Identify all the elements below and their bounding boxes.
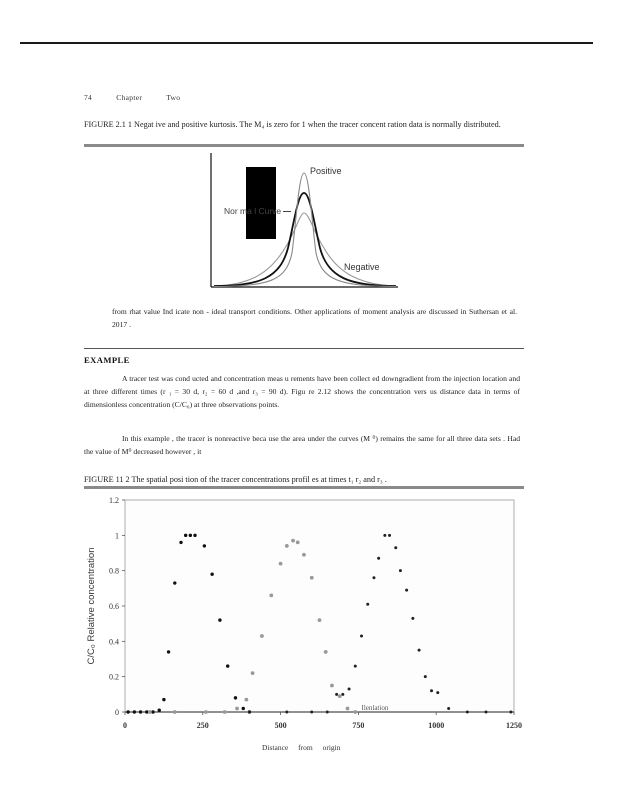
y-tick-label: 0: [115, 708, 119, 717]
data-point-t3: [509, 711, 512, 714]
data-point-t2: [346, 707, 350, 711]
data-point-t3: [383, 534, 386, 537]
data-point-t1: [226, 664, 229, 667]
data-point-t3: [366, 603, 369, 606]
data-point-t3: [447, 707, 450, 710]
data-point-t3: [348, 688, 351, 691]
paragraph-moment-analysis: from rhat value Ind icate non - ideal transport conditions. Other applications of moment analysis are discussed in Suthersan et al. 2017 .: [112, 307, 517, 329]
example-paragraph-1: A tracer test was cond ucted and concentration meas u rements have been collect ed downgradient from the injection location and at three different times (r ₁ = 30 d, r₂ = 60 d ,and r₃ = 90 d). Figu re 2.12 shows the concentration vers us distance data in terms of dimensionless concentration (C/C₀) at three observations points.: [84, 374, 520, 409]
data-point-t1: [126, 710, 129, 713]
figure-2-caption: FIGURE 11 2 The spatial posi tion of the tracer concentrations profil es at times t₁ r₂ and r₃ .: [84, 475, 387, 484]
plot-frame: [125, 500, 514, 712]
data-point-t3: [405, 589, 408, 592]
data-point-t1: [203, 544, 206, 547]
running-head: [84, 93, 202, 102]
data-point-t1: [179, 541, 182, 544]
data-point-t3: [430, 689, 433, 692]
data-point-t3: [466, 711, 469, 714]
data-point-t2: [318, 618, 322, 622]
figure-1-rule: [84, 144, 524, 147]
data-point-t1: [145, 710, 148, 713]
data-point-t2: [302, 553, 306, 557]
data-point-t1: [193, 534, 196, 537]
x-tick-label: 750: [352, 721, 365, 730]
page-number: 74: [84, 93, 93, 102]
data-point-t3: [411, 617, 414, 620]
data-point-t2: [173, 710, 177, 714]
data-point-t1: [218, 618, 221, 621]
y-tick-label: 1.2: [109, 496, 119, 505]
data-point-t1: [139, 710, 142, 713]
negative-label: Negative: [344, 262, 380, 272]
example-paragraph-2: In this example , the tracer is nonreactive beca use the area under the curves (M ⁰) remains the same for all three data sets . Had the value of M⁰ decreased however , it: [84, 434, 520, 456]
y-tick-label: 1: [115, 531, 119, 541]
x-tick-label: 500: [274, 721, 287, 730]
data-point-t1: [162, 698, 165, 701]
data-point-t1: [210, 573, 213, 576]
data-point-t1: [234, 696, 237, 699]
data-point-t3: [399, 569, 402, 572]
data-point-t3: [285, 711, 288, 714]
x-tick-label: 0: [123, 721, 127, 730]
data-point-t3: [248, 711, 251, 714]
data-point-t1: [151, 710, 154, 713]
data-point-t3: [424, 675, 427, 678]
data-point-t2: [285, 544, 289, 548]
data-point-t2: [330, 684, 334, 688]
data-point-t3: [372, 576, 375, 579]
chapter-label: Chapter: [116, 93, 143, 102]
y-tick-label: 0.6: [109, 602, 119, 611]
data-point-t2: [260, 634, 264, 638]
y-axis-title: C/C₀ Relative concentration: [86, 547, 97, 665]
data-point-t2: [148, 710, 152, 714]
data-point-t2: [269, 594, 273, 598]
data-point-t2: [244, 698, 248, 702]
redacted-block: [246, 167, 276, 239]
baseline-annotation: Ilenlation: [361, 704, 389, 712]
concentration-chart: [84, 492, 524, 764]
data-point-t2: [223, 710, 227, 714]
curve-negative: [214, 213, 396, 286]
positive-label: Positive: [310, 166, 342, 176]
data-point-t2: [235, 707, 239, 711]
x-tick-label: 250: [196, 721, 209, 730]
x-axis-title: Distance from origin: [262, 743, 341, 752]
data-point-t2: [353, 710, 357, 714]
data-point-t3: [310, 711, 313, 714]
data-point-t3: [326, 711, 329, 714]
example-heading: EXAMPLE: [84, 355, 130, 365]
data-point-t3: [436, 691, 439, 694]
y-tick-label: 0.8: [109, 566, 119, 576]
data-point-t1: [189, 534, 192, 537]
data-point-t2: [204, 710, 208, 714]
data-point-t1: [158, 709, 161, 712]
data-point-t1: [242, 707, 245, 710]
data-point-t1: [173, 581, 176, 584]
data-point-t3: [377, 557, 380, 560]
y-tick-label: 0.2: [109, 672, 119, 682]
y-tick-label: 0.4: [109, 637, 119, 647]
data-point-t3: [418, 649, 421, 652]
data-point-t3: [335, 693, 338, 696]
normal-curve-label: Nor ma l Curve: [224, 206, 291, 216]
chapter-name: Two: [166, 93, 181, 102]
data-point-t2: [291, 539, 295, 543]
data-point-t2: [251, 671, 255, 675]
data-point-t2: [324, 650, 328, 654]
data-point-t3: [354, 665, 357, 668]
figure-1-caption: FIGURE 2.1 1 Negat ive and positive kurtosis. The M₄ is zero for 1 when the tracer concent ration data is normally distributed.: [84, 120, 501, 129]
figure-2-rule: [84, 486, 524, 489]
data-point-t2: [296, 541, 300, 545]
x-tick-label: 1250: [506, 721, 522, 730]
data-point-t3: [484, 711, 487, 714]
data-point-t3: [388, 534, 391, 537]
data-point-t2: [279, 562, 283, 566]
x-tick-label: 1000: [428, 721, 445, 730]
data-point-t1: [184, 534, 187, 537]
data-point-t1: [133, 710, 136, 713]
top-rule: [20, 42, 593, 44]
data-point-t3: [394, 546, 397, 549]
data-point-t2: [310, 576, 314, 580]
data-point-t3: [341, 693, 344, 696]
data-point-t1: [167, 650, 170, 653]
data-point-t3: [360, 635, 363, 638]
data-point-t2: [338, 694, 342, 698]
example-rule: [84, 348, 524, 349]
